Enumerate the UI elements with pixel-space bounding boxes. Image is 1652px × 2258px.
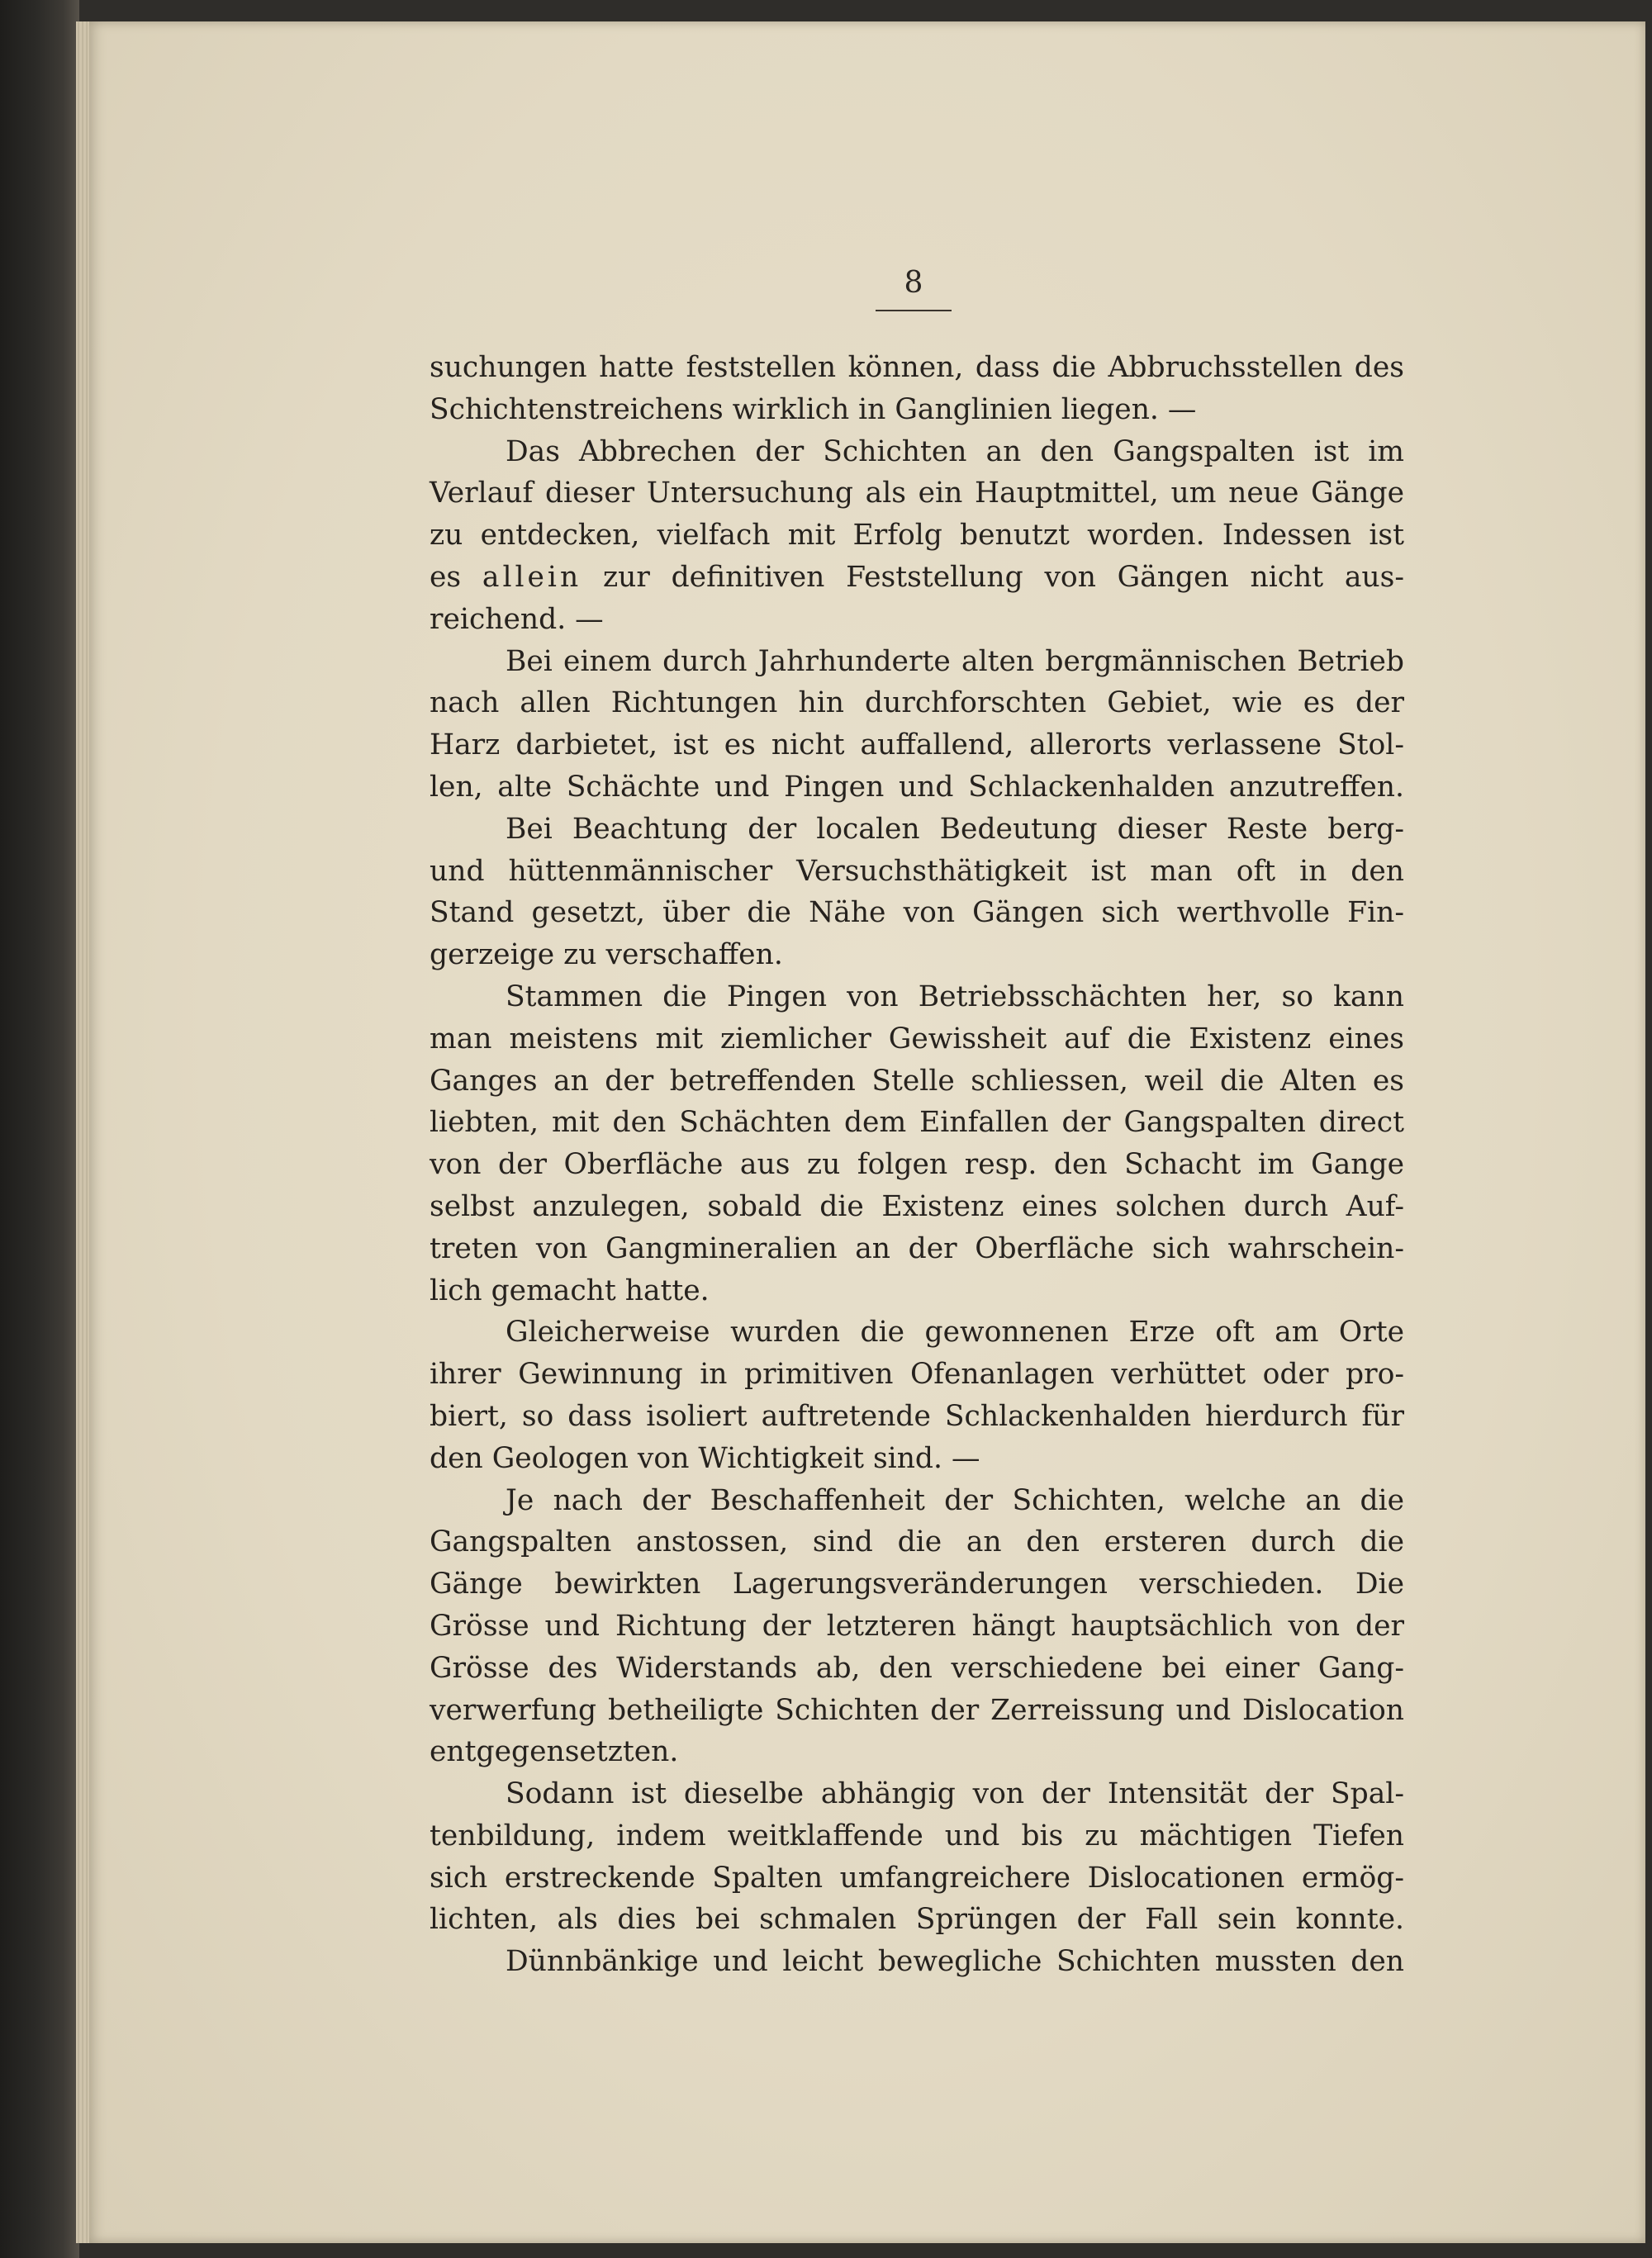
text-line: sich erstreckende Spalten umfangreichere Dislocationen ermög- [430,1861,1404,1895]
text-line: Stand gesetzt, über die Nähe von Gängen sich werthvolle Fin- [430,896,1404,930]
text-line: len, alte Schächte und Pingen und Schlackenhalden anzutreffen. [430,770,1404,804]
emphasized-word: allein [482,560,582,594]
text-line: von der Oberfläche aus zu folgen resp. den Schacht im Gange [430,1148,1404,1182]
text-line: Harz darbietet, ist es nicht auffallend, allerorts verlassene Stol- [430,728,1404,762]
text-line: Gangspalten anstossen, sind die an den ersteren durch die [430,1525,1404,1559]
text-line: Grösse des Widerstands ab, den verschiedene bei einer Gang- [430,1651,1404,1685]
text-line: Ganges an der betreffenden Stelle schliessen, weil die Alten es [430,1064,1404,1098]
page-number: 8 [904,266,923,300]
text-line: und hüttenmännischer Versuchsthätigkeit ist man oft in den [430,854,1404,888]
text-line: gerzeige zu verschaffen. [430,938,783,972]
book-spine [0,0,79,2258]
text-line: treten von Gangmineralien an der Oberfläche sich wahrschein- [430,1231,1404,1265]
text-line: zu entdecken, vielfach mit Erfolg benutzt worden. Indessen ist [430,519,1404,553]
text-line: Verlauf dieser Untersuchung als ein Hauptmittel, um neue Gänge [430,477,1404,510]
text-line: selbst anzulegen, sobald die Existenz eines solchen durch Auf- [430,1189,1404,1223]
text-line: lich gemacht hatte. [430,1274,710,1307]
text-line: nach allen Richtungen hin durchforschten Gebiet, wie es der [430,686,1404,720]
text-line: Schichtenstreichens wirklich in Ganglinien liegen. — [430,392,1197,426]
text-line: verwerfung betheiligte Schichten der Zerreissung und Dislocation [430,1693,1404,1727]
page-number-rule [876,310,952,311]
text-line: Sodann ist dieselbe abhängig von der Intensität der Spal- [506,1777,1404,1811]
text-line: tenbildung, indem weitklaffende und bis zu mächtigen Tiefen [430,1819,1404,1852]
text-line: Grösse und Richtung der letzteren hängt hauptsächlich von der [430,1609,1404,1643]
text-fragment: zur definitiven Feststellung von Gängen nicht aus- [602,560,1405,594]
text-line: liebten, mit den Schächten dem Einfallen der Gangspalten direct [430,1106,1404,1140]
text-line: Dünnbänkige und leicht bewegliche Schichten mussten den [506,1945,1404,1979]
text-line: Bei einem durch Jahrhunderte alten bergmännischen Betrieb [506,644,1404,678]
text-line: man meistens mit ziemlicher Gewissheit auf die Existenz eines [430,1022,1404,1055]
text-line: den Geologen von Wichtigkeit sind. — [430,1441,980,1475]
text-line: entgegensetzten. [430,1735,679,1769]
text-line: Gänge bewirkten Lagerungsveränderungen verschieden. Die [430,1568,1404,1601]
text-line: Bei Beachtung der localen Bedeutung dieser Reste berg- [506,812,1404,846]
text-line: suchungen hatte feststellen können, dass die Abbruchsstellen des [430,351,1404,384]
text-line: lichten, als dies bei schmalen Sprüngen der Fall sein konnte. [430,1903,1404,1937]
text-line: Gleicherweise wurden die gewonnenen Erze oft am Orte [506,1316,1404,1350]
text-line: ihrer Gewinnung in primitiven Ofenanlagen verhüttet oder pro- [430,1358,1404,1392]
text-line: Stammen die Pingen von Betriebsschächten her, so kann [506,980,1404,1013]
text-line: reichend. — [430,602,604,636]
text-line: biert, so dass isoliert auftretende Schlackenhalden hierdurch für [430,1399,1404,1433]
text-line [430,557,1404,599]
text-word: es [430,560,462,594]
body-text [430,347,1404,1983]
text-line: Das Abbrechen der Schichten an den Gangspalten ist im [506,434,1404,468]
text-line: Je nach der Beschaffenheit der Schichten, welche an die [506,1483,1404,1517]
